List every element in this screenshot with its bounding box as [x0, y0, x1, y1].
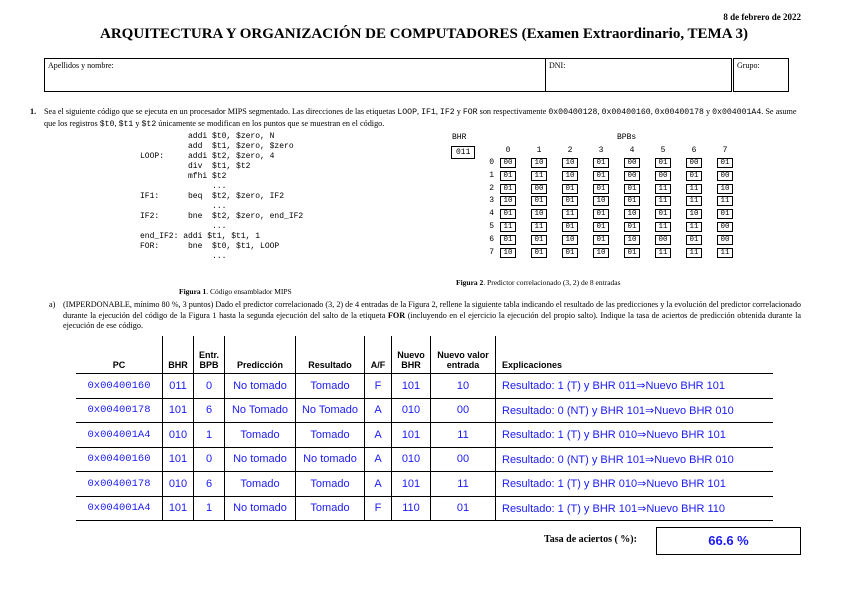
header-new-value-line1: Nuevo valor: [437, 350, 489, 360]
bpb-cell: 01: [686, 171, 702, 181]
row-result[interactable]: Tomado: [296, 374, 365, 399]
bpb-cell: 01: [593, 209, 609, 219]
bpb-cell: 11: [655, 248, 671, 258]
row-af[interactable]: A: [365, 447, 392, 472]
label-loop: LOOP: [397, 108, 417, 117]
dni-field-label: DNI:: [549, 61, 566, 70]
bpb-cell: 10: [624, 209, 640, 219]
bpb-column-header: 7: [722, 146, 728, 155]
bpb-cell: 01: [624, 248, 640, 258]
row-bhr[interactable]: 010: [163, 423, 194, 448]
row-result[interactable]: No tomado: [296, 447, 365, 472]
bpb-cell: 00: [717, 222, 733, 232]
address-4: 0x004001A4: [712, 108, 762, 117]
header-explanations: Explicaciones: [496, 336, 774, 374]
bpb-cell: 10: [717, 184, 733, 194]
row-pc[interactable]: 0x00400160: [76, 447, 163, 472]
code-line: ...: [140, 202, 227, 211]
q1-text-part: y: [133, 119, 142, 128]
bpb-cell: 01: [531, 235, 547, 245]
bpb-cell: 11: [655, 196, 671, 206]
header-new-value: [431, 336, 496, 374]
figure-1-caption: [179, 287, 292, 296]
row-pc[interactable]: 0x00400178: [76, 398, 163, 423]
register-t2: $t2: [141, 120, 157, 129]
row-bhr[interactable]: 010: [163, 472, 194, 497]
bpb-cell: 00: [500, 158, 516, 168]
header-bhr: BHR: [163, 336, 194, 374]
figure-2-label: Figura 2: [456, 278, 484, 287]
bpb-cell: 00: [717, 235, 733, 245]
code-line: IF1: beq $t2, $zero, IF2: [140, 192, 285, 201]
row-new-bhr[interactable]: 110: [392, 496, 431, 521]
code-line: end_IF2: addi $t1, $t1, 1: [140, 232, 261, 241]
bpb-cell: 11: [531, 171, 547, 181]
bpb-column-header: 0: [505, 146, 511, 155]
figure-2-caption: [456, 278, 621, 287]
bpb-cell: 00: [624, 171, 640, 181]
bpb-cell: 01: [624, 184, 640, 194]
row-bhr[interactable]: 101: [163, 447, 194, 472]
bpb-cell: 01: [686, 235, 702, 245]
bpb-cell: 11: [717, 248, 733, 258]
part-a-text-part: (incluyendo en el ejercicio la ejecución del propio salto). Indique la tasa de aciertos de predicción obtenida durante la ejecución de ese código.: [63, 310, 801, 330]
header-pc: PC: [76, 336, 163, 374]
label-if2: IF2: [439, 108, 455, 117]
row-pc[interactable]: 0x004001A4: [76, 496, 163, 521]
bpb-row-header: 1: [489, 170, 494, 180]
code-line: addi $t0, $zero, N: [140, 132, 275, 141]
bpb-cell: 11: [500, 222, 516, 232]
row-entry[interactable]: 6: [194, 472, 225, 497]
name-field[interactable]: [44, 58, 546, 92]
row-result[interactable]: Tomado: [296, 423, 365, 448]
bpb-row-header: 7: [489, 247, 494, 257]
bhr-value: 011: [451, 146, 475, 159]
row-pc[interactable]: 0x00400178: [76, 472, 163, 497]
bpb-cell: 01: [531, 248, 547, 258]
bpb-cell: 00: [655, 171, 671, 181]
bpb-row-header: 2: [489, 183, 494, 193]
code-line: ...: [140, 252, 227, 261]
label-for: FOR: [462, 108, 478, 117]
group-field-label: Grupo:: [737, 61, 760, 70]
row-new-bhr[interactable]: 010: [392, 398, 431, 423]
bpb-cell: 01: [593, 235, 609, 245]
bpb-cell: 11: [686, 196, 702, 206]
bpb-cell: 01: [624, 196, 640, 206]
figure-2-caption-text: . Predictor correlacionado (3, 2) de 8 entradas: [483, 278, 621, 287]
address-1: 0x00400128: [548, 108, 598, 117]
table-header-row: [76, 336, 773, 374]
register-t0: $t0: [99, 120, 115, 129]
part-a-bold: FOR: [387, 310, 406, 320]
bpb-cell: 10: [500, 196, 516, 206]
bpb-cell: 01: [500, 184, 516, 194]
code-line: div $t1, $t2: [140, 162, 251, 171]
row-explanation[interactable]: Resultado: 1 (T) y BHR 010⇒Nuevo BHR 101: [496, 423, 774, 448]
header-new-bhr-line1: Nuevo: [397, 350, 425, 360]
bpb-cell: 01: [500, 171, 516, 181]
q1-text-part: y: [703, 107, 713, 116]
bpb-cell: 10: [531, 209, 547, 219]
part-a-label: a): [49, 300, 56, 309]
hit-rate-label: Tasa de aciertos ( %):: [544, 534, 637, 545]
bpb-column-header: 6: [691, 146, 697, 155]
row-new-bhr[interactable]: 101: [392, 423, 431, 448]
bpb-column-header: 5: [660, 146, 666, 155]
row-bhr[interactable]: 101: [163, 398, 194, 423]
row-entry[interactable]: 0: [194, 447, 225, 472]
row-explanation[interactable]: Resultado: 1 (T) y BHR 101⇒Nuevo BHR 110: [496, 496, 774, 521]
header-entry-line2: BPB: [199, 360, 219, 370]
table-row: [76, 423, 773, 448]
bpb-cell: 11: [686, 222, 702, 232]
bpb-cell: 00: [686, 158, 702, 168]
bpb-cell: 10: [562, 171, 578, 181]
table-row: [76, 398, 773, 423]
row-pc[interactable]: 0x004001A4: [76, 423, 163, 448]
table-row: [76, 447, 773, 472]
row-new-value[interactable]: 00: [431, 398, 496, 423]
bpb-cell: 01: [655, 209, 671, 219]
row-result[interactable]: Tomado: [296, 496, 365, 521]
bpb-cell: 10: [624, 235, 640, 245]
bpb-cell: 01: [562, 196, 578, 206]
row-result[interactable]: Tomado: [296, 472, 365, 497]
bpb-cell: 01: [717, 158, 733, 168]
bpb-cell: 01: [500, 235, 516, 245]
bpb-cell: 10: [500, 248, 516, 258]
figure-1-caption-text: . Código ensamblador MIPS: [206, 287, 292, 296]
q1-text-part: . Se asume que los registros: [44, 107, 797, 128]
row-prediction[interactable]: Tomado: [225, 472, 296, 497]
row-af[interactable]: A: [365, 423, 392, 448]
header-af: A/F: [365, 336, 392, 374]
bpb-cell: 00: [624, 158, 640, 168]
bpb-cell: 10: [593, 196, 609, 206]
code-line: IF2: bne $t2, $zero, end_IF2: [140, 212, 304, 221]
label-if1: IF1: [421, 108, 436, 117]
register-t1: $t1: [118, 120, 134, 129]
bpb-cell: 10: [562, 235, 578, 245]
bpb-column-header: 4: [629, 146, 635, 155]
bpb-cell: 10: [593, 248, 609, 258]
row-prediction[interactable]: No tomado: [225, 374, 296, 399]
row-af[interactable]: A: [365, 398, 392, 423]
row-new-value[interactable]: 10: [431, 374, 496, 399]
bpb-cell: 01: [500, 209, 516, 219]
code-line: mfhi $t2: [140, 172, 227, 181]
bpb-cell: 10: [686, 209, 702, 219]
code-line: ...: [140, 182, 227, 191]
row-new-value[interactable]: 00: [431, 447, 496, 472]
row-new-bhr[interactable]: 010: [392, 447, 431, 472]
figure-1-label: Figura 1: [179, 287, 207, 296]
group-field[interactable]: [733, 58, 789, 92]
row-explanation[interactable]: Resultado: 0 (NT) y BHR 101⇒Nuevo BHR 010: [496, 398, 774, 423]
code-line: FOR: bne $t0, $t1, LOOP: [140, 242, 280, 251]
q1-text-part: únicamente se modifican en los puntos que se muestran en el código.: [156, 119, 385, 128]
row-explanation[interactable]: Resultado: 0 (NT) y BHR 101⇒Nuevo BHR 010: [496, 447, 774, 472]
table-row: [76, 374, 773, 399]
row-prediction[interactable]: No tomado: [225, 496, 296, 521]
address-2: 0x00400160: [601, 108, 651, 117]
row-bhr[interactable]: 101: [163, 496, 194, 521]
address-3: 0x00400178: [654, 108, 704, 117]
table-row: [76, 496, 773, 521]
bpb-row-header: 0: [489, 158, 494, 167]
bpb-cell: 11: [562, 209, 578, 219]
exam-title: ARQUITECTURA Y ORGANIZACIÓN DE COMPUTADORES (Examen Extraordinario, TEMA 3): [100, 26, 748, 42]
bpb-row-header: 4: [489, 209, 494, 219]
q1-text-part: Sea el siguiente código que se ejecuta en un procesador MIPS segmentado. Las direcciones de las etiquetas: [44, 107, 398, 116]
bpb-cell: 01: [562, 184, 578, 194]
header-result: Resultado: [296, 336, 365, 374]
row-explanation[interactable]: Resultado: 1 (T) y BHR 010⇒Nuevo BHR 101: [496, 472, 774, 497]
bpb-cell: 11: [686, 248, 702, 258]
part-a-text-part: (IMPERDONABLE, mínimo 80 %, 3 puntos) Dado el predictor correlacionado (3, 2) de 4 entradas de la Figura 2, rellene la siguiente tabla indicando el resultado de las predicciones y la evolución del predictor correlacionado durante la ejecución del código de la Figura 1 hasta la segunda ejecución del salto de la etiqueta: [63, 300, 802, 320]
header-new-bhr-line2: BHR: [401, 360, 421, 370]
bpb-row-header: 6: [489, 234, 494, 244]
prediction-table: [76, 336, 773, 521]
row-prediction[interactable]: No Tomado: [225, 398, 296, 423]
bpb-cell: 01: [593, 158, 609, 168]
q1-text-part: son respectivamente: [477, 107, 549, 116]
bpb-cell: 01: [562, 248, 578, 258]
row-new-value[interactable]: 11: [431, 472, 496, 497]
mips-code-listing: [140, 132, 303, 262]
code-line: LOOP: addi $t2, $zero, 4: [140, 152, 275, 161]
row-bhr[interactable]: 011: [163, 374, 194, 399]
bpb-column-header: 1: [536, 146, 542, 155]
name-field-label: Apellidos y nombre:: [48, 61, 114, 70]
hit-rate-value[interactable]: 66.6 %: [656, 527, 801, 555]
bpb-cell: 00: [717, 171, 733, 181]
bpb-cell: 01: [624, 222, 640, 232]
bpb-cell: 11: [686, 184, 702, 194]
bpb-cell: 11: [531, 222, 547, 232]
header-entry: [194, 336, 225, 374]
bpb-column-header: 3: [598, 146, 604, 155]
bpb-cell: 10: [562, 158, 578, 168]
row-af[interactable]: F: [365, 374, 392, 399]
row-result[interactable]: No Tomado: [296, 398, 365, 423]
row-entry[interactable]: 6: [194, 398, 225, 423]
header-new-bhr: [392, 336, 431, 374]
row-new-value[interactable]: 01: [431, 496, 496, 521]
dni-field[interactable]: [546, 58, 732, 92]
bpb-row-header: 5: [489, 222, 494, 231]
bpb-cell: 10: [531, 158, 547, 168]
bpb-cell: 11: [655, 222, 671, 232]
question-number: 1.: [30, 107, 37, 116]
bpb-cell: 01: [531, 196, 547, 206]
header-prediction: Predicción: [225, 336, 296, 374]
bpb-cell: 01: [593, 222, 609, 232]
row-af[interactable]: A: [365, 472, 392, 497]
row-new-bhr[interactable]: 101: [392, 472, 431, 497]
row-prediction[interactable]: No tomado: [225, 447, 296, 472]
bpbs-label: BPBs: [617, 133, 637, 142]
bpb-cell: 01: [717, 209, 733, 219]
bpb-cell: 00: [655, 235, 671, 245]
bpb-cell: 01: [593, 184, 609, 194]
bpb-cell: 11: [717, 196, 733, 206]
row-af[interactable]: F: [365, 496, 392, 521]
row-entry[interactable]: 0: [194, 374, 225, 399]
bpb-column-header: 2: [567, 146, 573, 155]
bpb-cell: 01: [655, 158, 671, 168]
bpb-cell: 01: [593, 171, 609, 181]
bpb-cell: 11: [655, 184, 671, 194]
bhr-label: BHR: [452, 133, 467, 142]
row-explanation[interactable]: Resultado: 1 (T) y BHR 011⇒Nuevo BHR 101: [496, 374, 774, 399]
row-prediction[interactable]: Tomado: [225, 423, 296, 448]
q1-text-part: y: [454, 107, 463, 116]
code-line: add $t1, $zero, $zero: [140, 142, 294, 151]
question-1-text: 1. Sea el siguiente código que se ejecuta en un procesador MIPS segmentado. Las direcciones de las etiquetas LOOP, IF1, IF2 y FOR son respectivamente 0x00400128, 0x00400160, 0x00400178 y 0x004001A4. Se asume que los registros $t0, $t1 y $t2 únicamente se modifican en los puntos que se muestran en el código.: [30, 107, 797, 129]
table-row: [76, 472, 773, 497]
exam-date: 8 de febrero de 2022: [723, 12, 801, 22]
part-a-text: [49, 300, 802, 332]
row-new-value[interactable]: 11: [431, 423, 496, 448]
row-pc[interactable]: 0x00400160: [76, 374, 163, 399]
row-entry[interactable]: 1: [194, 496, 225, 521]
header-entry-line1: Entr.: [198, 350, 219, 360]
bpb-cell: 01: [562, 222, 578, 232]
row-new-bhr[interactable]: 101: [392, 374, 431, 399]
header-new-value-line2: entrada: [446, 360, 480, 370]
bpb-cell: 00: [531, 184, 547, 194]
code-line: ...: [140, 222, 227, 231]
bpb-row-header: 3: [489, 196, 494, 206]
row-entry[interactable]: 1: [194, 423, 225, 448]
